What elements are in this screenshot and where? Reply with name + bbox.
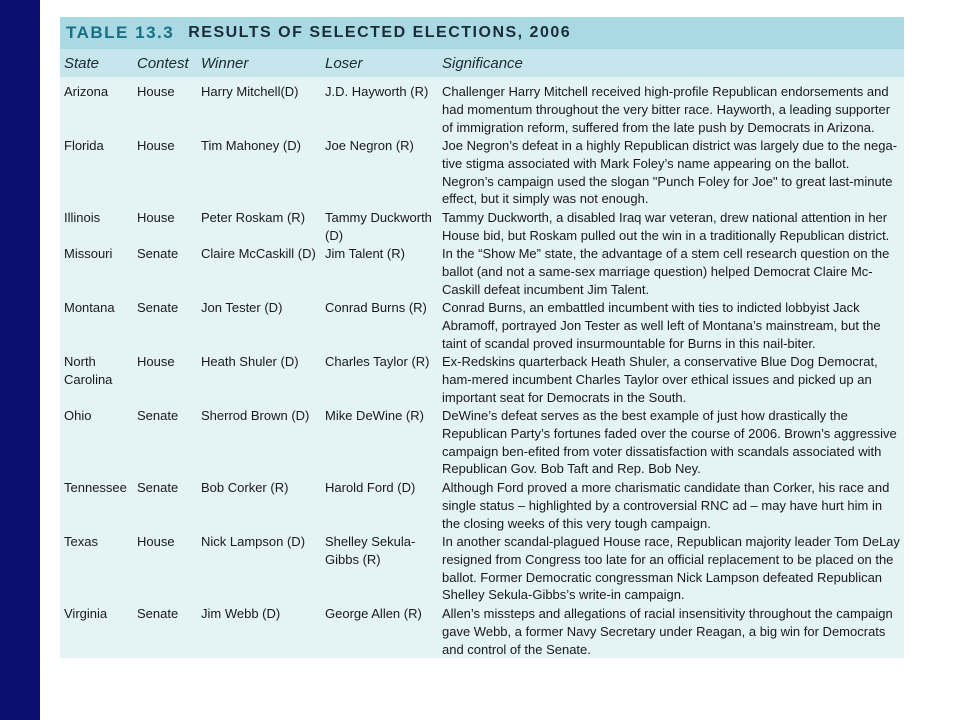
header-winner: Winner (201, 54, 249, 72)
cell-significance: DeWine’s defeat serves as the best example of just how drastically the Republican Party’s fortunes faded over the course of 2006. Brown’s aggressive campaign ben-efited from voter dissatisfaction with scandals associated with Republican Gov. Bob Taft and Rep. Bob Ney. (442, 408, 897, 477)
cell-contest: House (137, 210, 175, 225)
cell-winner: Jim Webb (D) (201, 606, 281, 621)
table-row (60, 83, 904, 137)
cell-winner: Claire McCaskill (D) (201, 246, 316, 261)
cell-significance: In the “Show Me” state, the advantage of a stem cell research question on the ballot (and not a same-sex marriage question) helped Democrat Claire Mc-Caskill defeat incumbent Jim Talent. (442, 246, 890, 297)
cell-loser: J.D. Hayworth (R) (325, 84, 429, 99)
table-row (60, 605, 904, 659)
cell-state: Florida (64, 138, 104, 153)
table-title: RESULTS OF SELECTED ELECTIONS, 2006 (188, 24, 572, 41)
table-header-row (60, 49, 904, 77)
left-accent-bar (0, 0, 40, 720)
cell-loser: Charles Taylor (R) (325, 354, 430, 369)
cell-loser: Joe Negron (R) (325, 138, 414, 153)
cell-winner: Nick Lampson (D) (201, 534, 306, 549)
table-body (60, 77, 904, 659)
cell-state: Missouri (64, 246, 113, 261)
header-contest: Contest (137, 54, 189, 72)
cell-loser: Harold Ford (D) (325, 480, 416, 495)
header-state: State (64, 54, 100, 72)
cell-state: Illinois (64, 210, 101, 225)
cell-loser: Conrad Burns (R) (325, 300, 427, 315)
cell-state: Arizona (64, 84, 109, 99)
table-row (60, 245, 904, 299)
cell-significance: Tammy Duckworth, a disabled Iraq war veteran, drew national attention in her House bid, but Roskam pulled out the win in a traditionally Republican district. (442, 210, 890, 243)
cell-state: Tennessee (64, 480, 127, 495)
cell-loser: Mike DeWine (R) (325, 408, 424, 423)
cell-loser: Tammy Duckworth (D) (325, 210, 432, 243)
cell-state: Texas (64, 534, 98, 549)
cell-significance: Joe Negron’s defeat in a highly Republican district was largely due to the nega-tive stigma associated with Mark Foley’s name appearing on the ballot. Negron’s campaign used the slogan "Punch Foley for Joe" to great last-minute effect, but it simply was not enough. (442, 138, 898, 207)
table-row (60, 533, 904, 605)
table-row (60, 209, 904, 245)
cell-contest: Senate (137, 606, 179, 621)
cell-contest: Senate (137, 300, 179, 315)
cell-contest: House (137, 354, 175, 369)
header-loser: Loser (325, 54, 363, 72)
cell-contest: Senate (137, 246, 179, 261)
table-row (60, 407, 904, 479)
cell-winner: Harry Mitchell(D) (201, 84, 299, 99)
cell-winner: Bob Corker (R) (201, 480, 289, 495)
cell-winner: Sherrod Brown (D) (201, 408, 310, 423)
cell-state: Montana (64, 300, 115, 315)
cell-significance: In another scandal-plagued House race, Republican majority leader Tom DeLay resigned from Congress too late for an official replacement to be placed on the ballot. Former Democratic congressman Nick Lampson defeated Republican Shelley Sekula-Gibbs’s write-in campaign. (442, 534, 900, 603)
cell-winner: Heath Shuler (D) (201, 354, 299, 369)
table-row (60, 137, 904, 209)
cell-state: North Carolina (64, 354, 113, 387)
cell-significance: Conrad Burns, an embattled incumbent with ties to indicted lobbyist Jack Abramoff, portrayed Jon Tester as well left of Montana’s mainstream, but the taint of scandal proved insurmountable for Burns in this nail-biter. (442, 300, 881, 351)
table-row (60, 479, 904, 533)
cell-contest: House (137, 534, 175, 549)
cell-winner: Tim Mahoney (D) (201, 138, 301, 153)
table-title-bar (60, 17, 904, 49)
cell-significance: Allen’s missteps and allegations of racial insensitivity throughout the campaign gave Webb, a former Navy Secretary under Reagan, a big win for Democrats and control of the Senate. (442, 606, 893, 657)
cell-winner: Peter Roskam (R) (201, 210, 306, 225)
cell-contest: House (137, 138, 175, 153)
header-significance: Significance (442, 54, 523, 72)
cell-state: Ohio (64, 408, 92, 423)
elections-table (60, 17, 904, 658)
cell-significance: Ex-Redskins quarterback Heath Shuler, a conservative Blue Dog Democrat, ham-mered incumbent Charles Taylor over ethical issues and picked up an important seat for Democrats in the South. (442, 354, 878, 405)
cell-loser: Shelley Sekula-Gibbs (R) (325, 534, 416, 567)
cell-winner: Jon Tester (D) (201, 300, 283, 315)
cell-significance: Challenger Harry Mitchell received high-profile Republican endorsements and had momentum throughout the very bitter race. Hayworth, a leading supporter of immigration reform, suffered from the late push by Democrats in Arizona. (442, 84, 891, 135)
cell-state: Virginia (64, 606, 108, 621)
cell-contest: Senate (137, 408, 179, 423)
cell-significance: Although Ford proved a more charismatic candidate than Corker, his race and single status – highlighted by a controversial RNC ad – may have hurt him in the closing weeks of this very tough campaign. (442, 480, 890, 531)
cell-contest: House (137, 84, 175, 99)
table-row (60, 353, 904, 407)
table-row (60, 299, 904, 353)
cell-contest: Senate (137, 480, 179, 495)
cell-loser: George Allen (R) (325, 606, 422, 621)
cell-loser: Jim Talent (R) (325, 246, 405, 261)
table-number: TABLE 13.3 (66, 23, 175, 42)
